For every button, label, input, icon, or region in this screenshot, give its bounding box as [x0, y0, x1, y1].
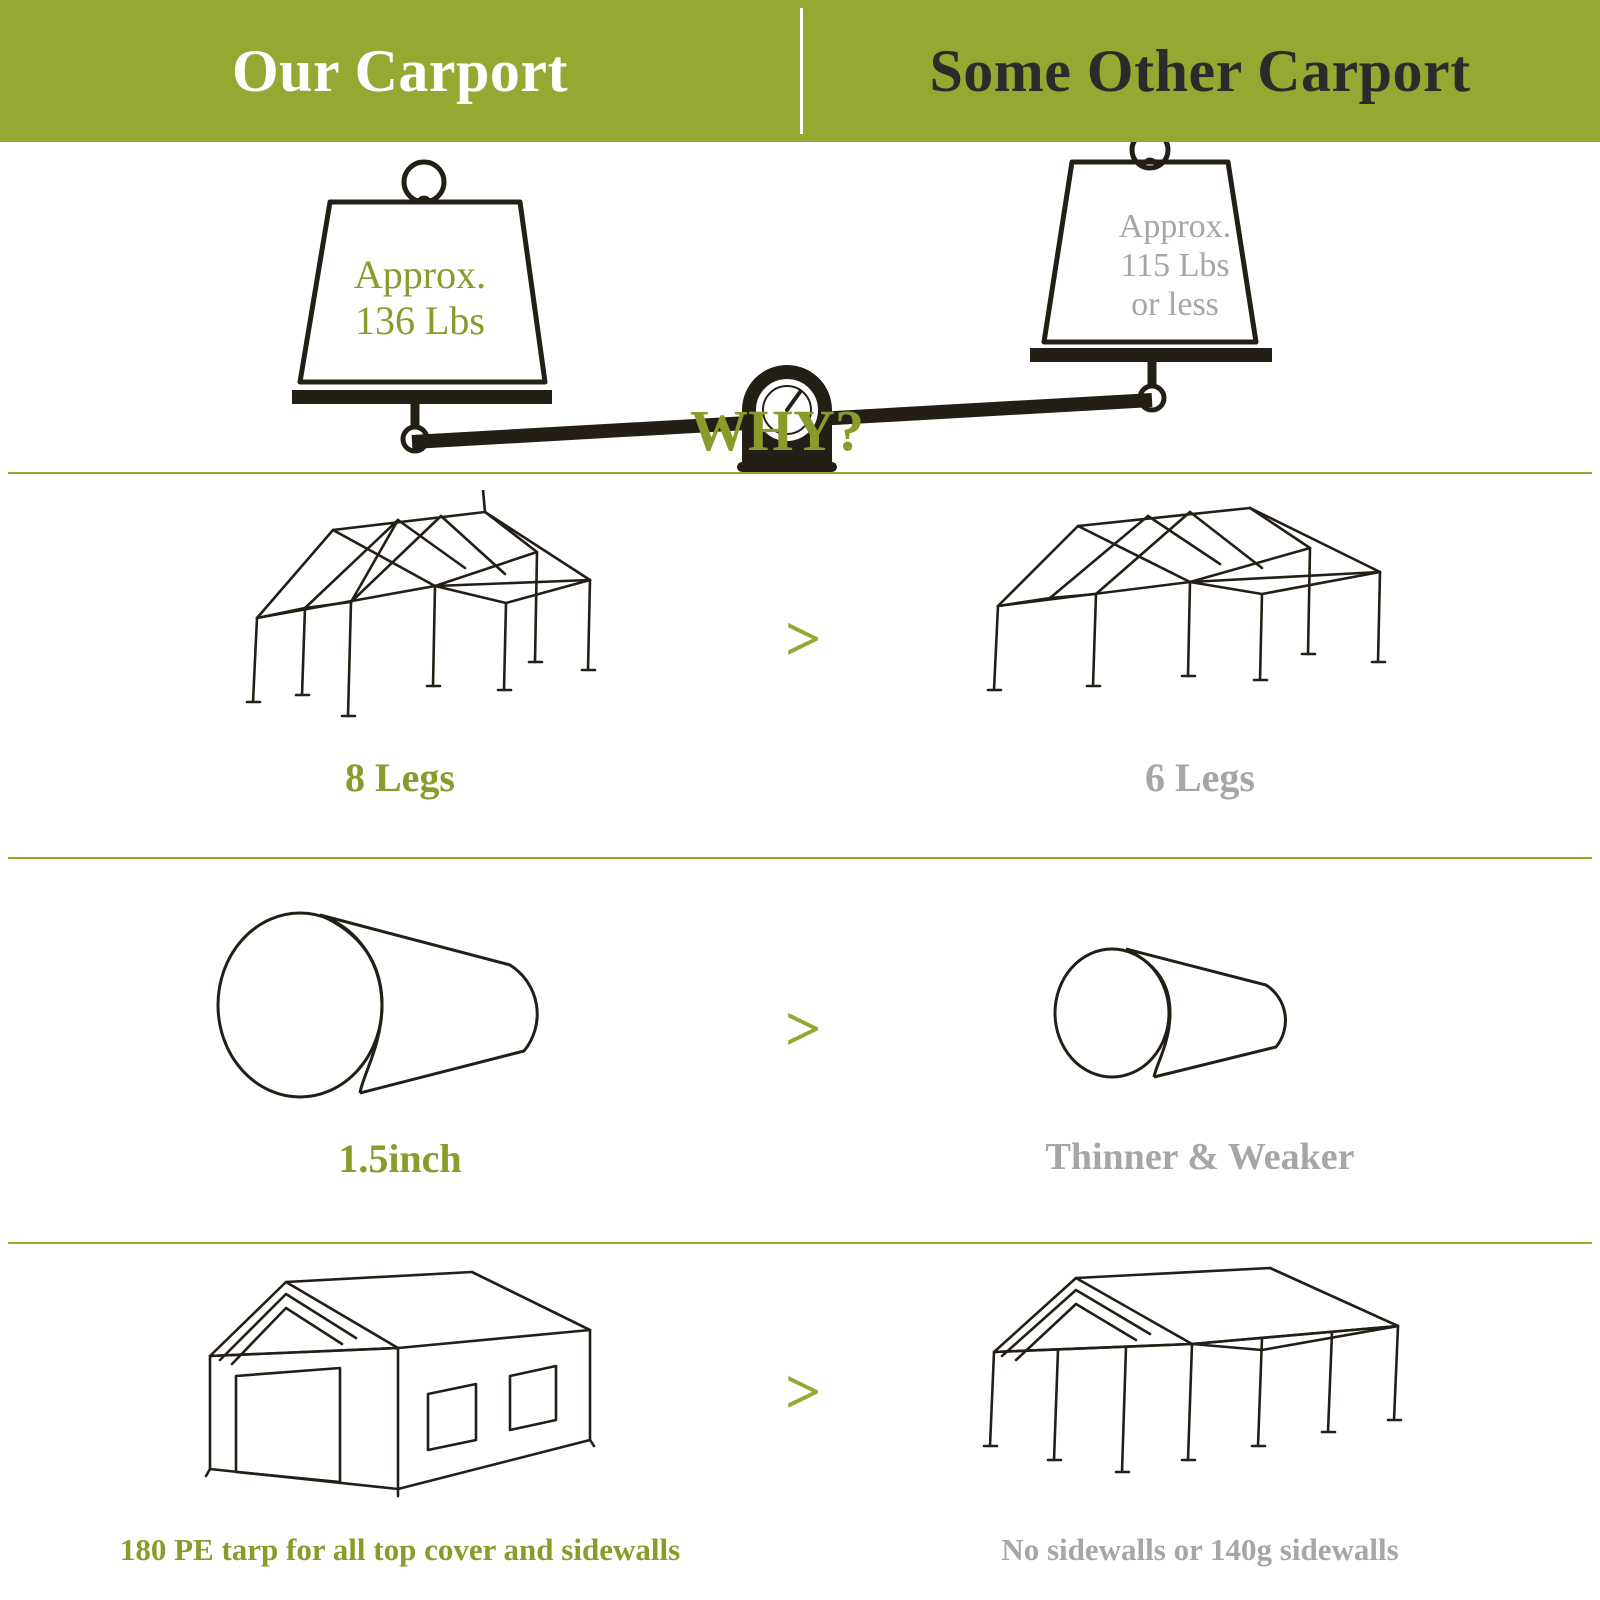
cell-tube-ours — [0, 857, 800, 1242]
cell-tube-other — [800, 857, 1600, 1242]
why-label: WHY? — [690, 398, 864, 463]
thick-steel-tube-icon — [0, 905, 800, 1115]
right-weight-line-3: or less — [1131, 286, 1219, 324]
caption-legs-ours: 8 Legs — [345, 755, 455, 800]
caption-cover-other: No sidewalls or 140g sidewalls — [1001, 1532, 1399, 1567]
page-title-left: Our Carport — [231, 37, 569, 104]
row-cover-comparison — [0, 1242, 1600, 1600]
cell-legs-ours — [0, 472, 800, 857]
header-cell-other — [800, 0, 1600, 142]
left-weight-line-2: 136 Lbs — [355, 298, 485, 343]
operator-greater-than-legs: > — [785, 603, 822, 674]
row-weight-comparison — [0, 142, 1600, 472]
header-bar — [0, 0, 1600, 142]
caption-legs-other: 6 Legs — [1145, 755, 1255, 800]
caption-tube-other: Thinner & Weaker — [1045, 1136, 1355, 1178]
row-legs-comparison — [0, 472, 1600, 857]
cell-legs-other — [800, 472, 1600, 857]
right-weight-label — [1075, 207, 1275, 324]
row-tube-comparison — [0, 857, 1600, 1242]
header-cell-ours — [0, 0, 800, 142]
thin-steel-tube-icon — [800, 935, 1600, 1095]
right-weight-line-2: 115 Lbs — [1120, 247, 1230, 285]
right-weight-line-1: Approx. — [1118, 208, 1232, 245]
carport-frame-6-legs-icon — [800, 490, 1600, 740]
cell-cover-ours — [0, 1242, 800, 1600]
page-title-right: Some Other Carport — [929, 37, 1471, 104]
caption-tube-ours: 1.5inch — [338, 1136, 462, 1181]
caption-cover-ours: 180 PE tarp for all top cover and sidewalls — [119, 1532, 681, 1567]
left-weight-label — [310, 252, 530, 344]
operator-greater-than-covers: > — [785, 1356, 822, 1427]
operator-greater-than-tubes: > — [785, 993, 822, 1064]
left-weight-line-1: Approx. — [353, 252, 487, 297]
carport-frame-8-legs-icon — [0, 490, 800, 740]
carport-without-sidewalls-icon — [800, 1264, 1600, 1514]
cell-cover-other — [800, 1242, 1600, 1600]
carport-with-sidewalls-icon — [0, 1264, 800, 1514]
